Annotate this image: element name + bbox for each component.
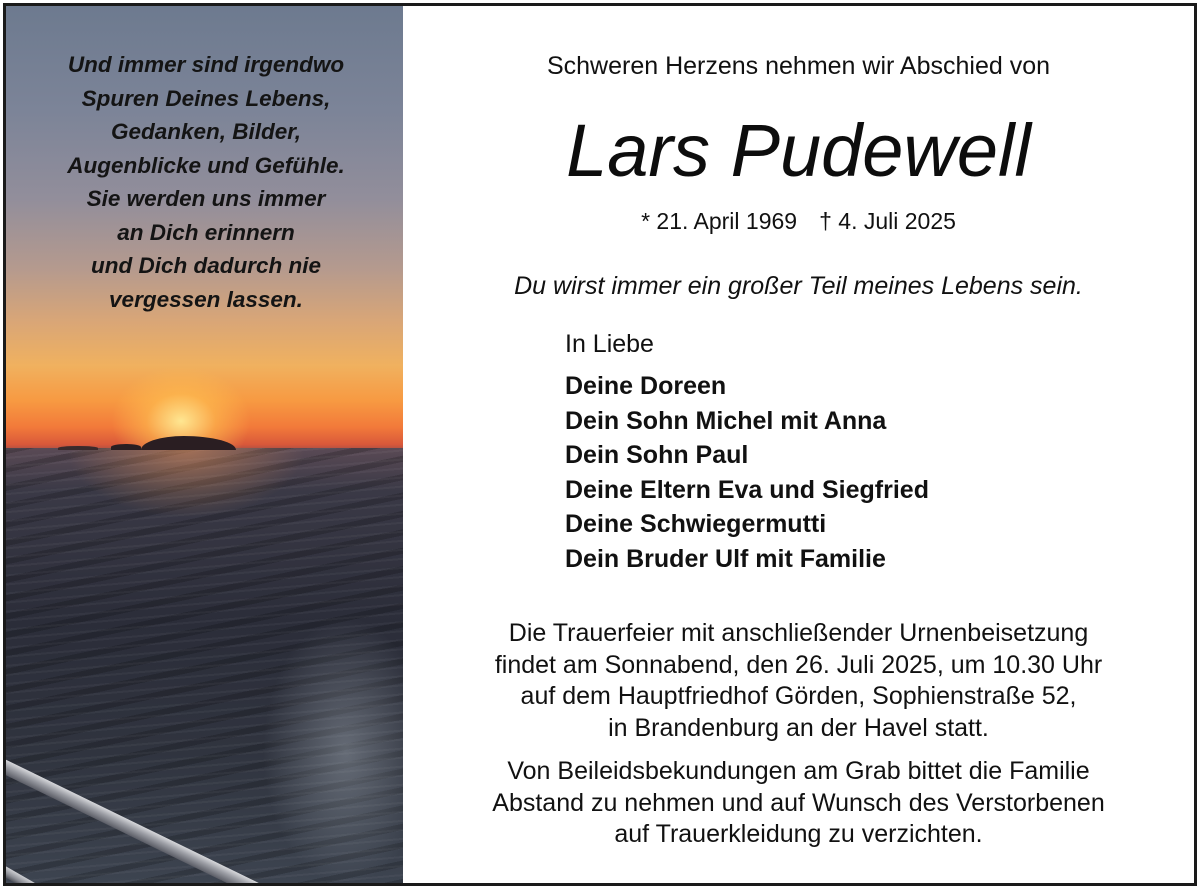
boat-wake	[256, 606, 403, 883]
funeral-details	[403, 618, 1194, 744]
obituary-text	[403, 6, 1194, 883]
poem-line: an Dich erinnern	[117, 219, 295, 245]
memorial-verse: Du wirst immer ein großer Teil meines Lebens sein.	[514, 272, 1083, 300]
distant-island-left	[58, 446, 98, 450]
poem-line: vergessen lassen.	[109, 286, 303, 312]
funeral-line: Die Trauerfeier mit anschließender Urnenbeisetzung	[508, 619, 1089, 647]
poem-line: Spuren Deines Lebens,	[81, 85, 331, 111]
deceased-name: Lars Pudewell	[566, 109, 1031, 192]
mourner: Dein Sohn Paul	[565, 441, 749, 469]
mourner: Dein Bruder Ulf mit Familie	[565, 544, 886, 573]
sunset-sea-photo	[6, 6, 403, 883]
memorial-poem	[16, 48, 396, 316]
condolence-notice	[403, 756, 1194, 851]
mourner: Deine Schwiegermutti	[565, 510, 827, 538]
mourners-list	[565, 369, 929, 576]
small-island	[111, 444, 141, 450]
notice-line: Von Beileidsbekundungen am Grab bittet die Familie	[507, 757, 1090, 785]
poem-line: und Dich dadurch nie	[90, 253, 321, 278]
in-love-label: In Liebe	[565, 330, 654, 358]
poem-line: Und immer sind irgendwo	[67, 52, 345, 77]
sun-reflection	[66, 448, 306, 518]
notice-line: Abstand zu nehmen und auf Wunsch des Verstorbenen	[492, 788, 1105, 817]
birth-date: * 21. April 1969	[641, 208, 798, 234]
obituary-card	[3, 3, 1197, 886]
mourner: Deine Eltern Eva und Siegfried	[565, 475, 929, 504]
life-dates	[403, 206, 1194, 236]
intro-line: Schweren Herzens nehmen wir Abschied von	[546, 52, 1051, 80]
mourner: Dein Sohn Michel mit Anna	[565, 406, 887, 435]
death-date: † 4. Juli 2025	[819, 208, 956, 234]
notice-line: auf Trauerkleidung zu verzichten.	[614, 820, 983, 848]
poem-line: Sie werden uns immer	[86, 186, 326, 211]
mourner: Deine Doreen	[565, 372, 727, 400]
poem-line: Gedanken, Bilder,	[110, 119, 302, 144]
funeral-line: auf dem Hauptfriedhof Görden, Sophienstraße 52,	[520, 682, 1077, 710]
poem-line: Augenblicke und Gefühle.	[67, 152, 345, 178]
funeral-line: in Brandenburg an der Havel statt.	[608, 713, 989, 742]
funeral-line: findet am Sonnabend, den 26. Juli 2025, um 10.30 Uhr	[494, 650, 1103, 679]
